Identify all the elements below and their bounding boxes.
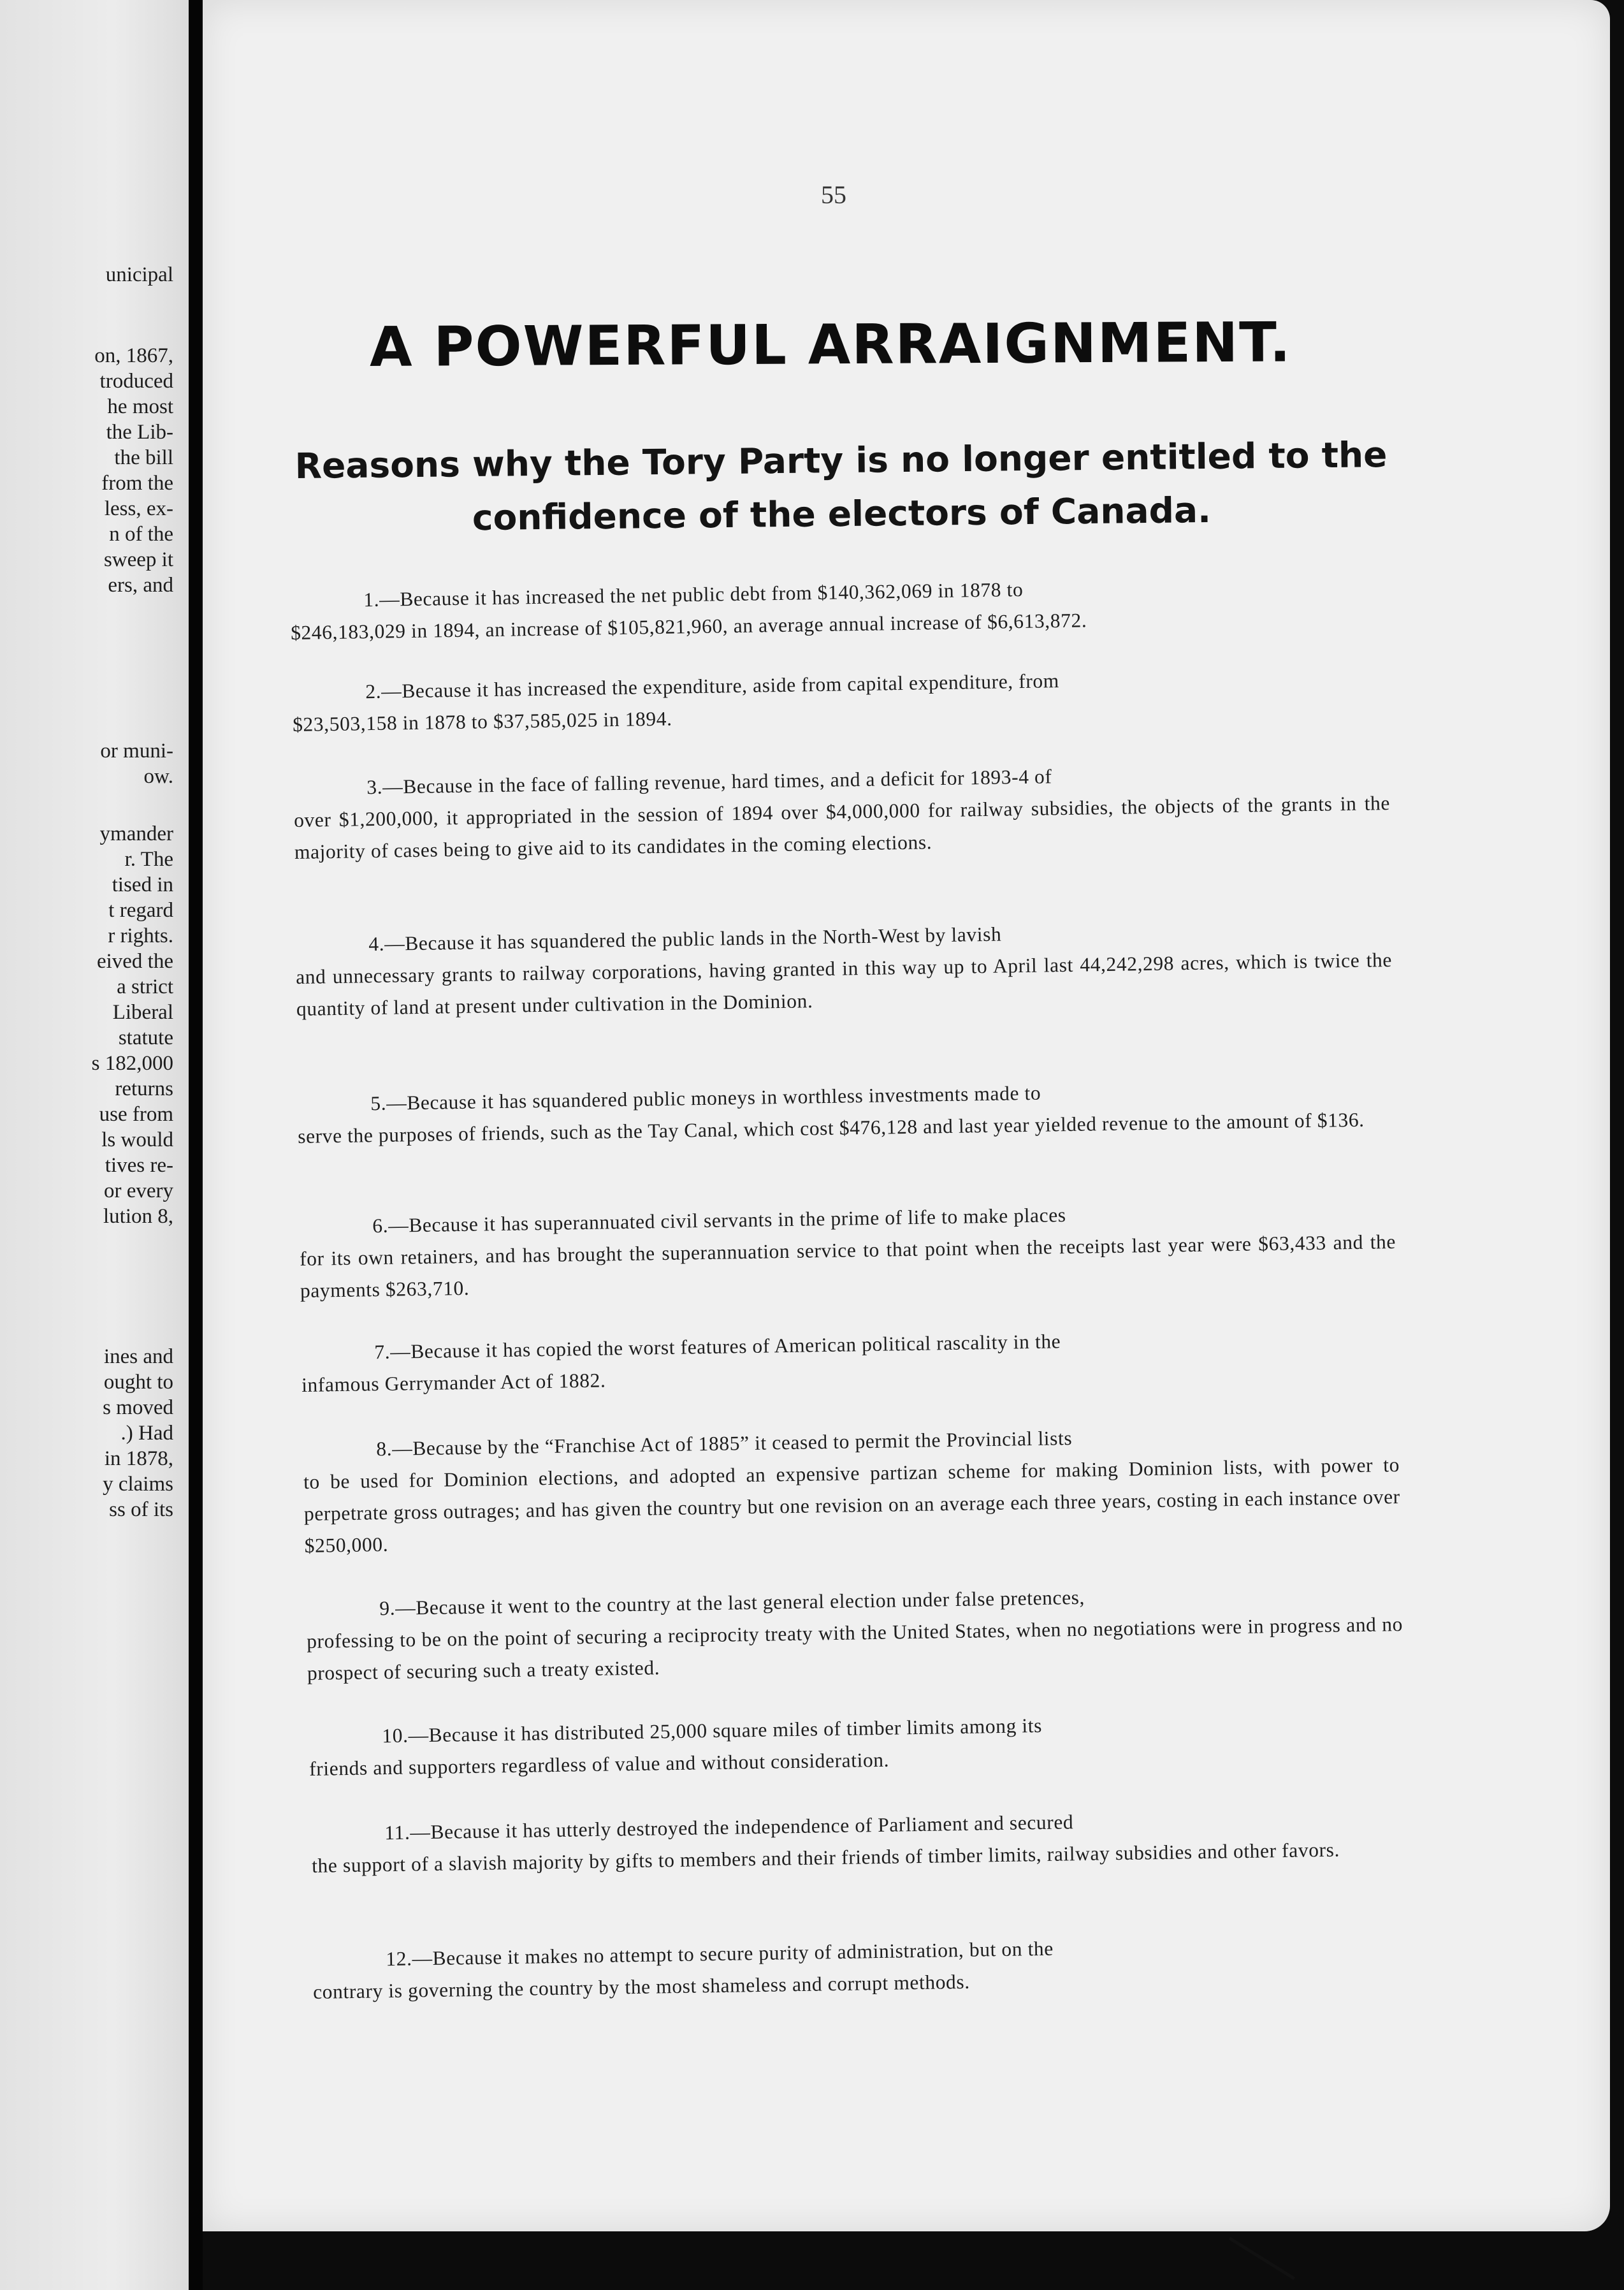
book-gutter bbox=[189, 0, 203, 2290]
reason-body: over $1,200,000, it appropriated in the session of 1894 over $4,000,000 for railway subsidies, the objects of the grants in the majority of cases being to give aid to its candidates in the coming elections. bbox=[293, 791, 1391, 863]
scan-artifact bbox=[1229, 2237, 1295, 2280]
facing-page-line: or every bbox=[103, 1179, 173, 1202]
facing-page-line: the Lib- bbox=[106, 421, 173, 444]
reason-body: professing to be on the point of securing a reciprocity treaty with the United States, when no negotiations were in progress and no prospect of securing such a treaty existed. bbox=[306, 1612, 1403, 1684]
facing-page-line: returns bbox=[115, 1077, 173, 1100]
facing-page-line: he most bbox=[107, 395, 173, 418]
reason-body: the support of a slavish majority by gifts to members and their friends of timber limits, railway subsidies and other favors. bbox=[311, 1838, 1340, 1877]
facing-page-line: lution 8, bbox=[103, 1205, 173, 1228]
reason-body: for its own retainers, and has brought the superannuation service to that point when the receipts last year were $63,433 and the payments $263,710. bbox=[299, 1230, 1396, 1302]
facing-page bbox=[0, 0, 189, 2290]
facing-page-line: ow. bbox=[143, 765, 173, 788]
page-number: 55 bbox=[821, 180, 846, 209]
facing-page-line: troduced bbox=[99, 370, 173, 393]
facing-page-line: s moved bbox=[103, 1396, 173, 1419]
facing-page-line: tised in bbox=[112, 873, 173, 896]
facing-page-line: sweep it bbox=[103, 548, 173, 571]
subtitle bbox=[273, 428, 1409, 547]
reason-lead: 1.—Because it has increased the net public debt from $140,362,069 in 1878 to bbox=[363, 578, 1024, 611]
reason-lead: 8.—Because by the “Franchise Act of 1885” it ceased to permit the Provincial lists bbox=[376, 1427, 1073, 1461]
reason-lead: 11.—Because it has utterly destroyed the independence of Parliament and secured bbox=[384, 1811, 1074, 1844]
facing-page-line: the bill bbox=[114, 446, 173, 469]
reason-body: and unnecessary grants to railway corporations, having granted in this way up to April last 44,242,298 acres, which is twice the quantity of land at present under cultivation in the Dominion. bbox=[295, 948, 1393, 1020]
facing-page-line: less, ex- bbox=[104, 497, 173, 520]
reason-item bbox=[293, 755, 1391, 868]
facing-page-line: ers, and bbox=[108, 574, 173, 597]
facing-page-line: r rights. bbox=[108, 924, 173, 947]
facing-page-line: s 182,000 bbox=[91, 1052, 173, 1075]
subtitle-line-2: confidence of the electors of Canada. bbox=[472, 489, 1212, 539]
facing-page-line: on, 1867, bbox=[94, 344, 173, 367]
facing-page-line: ines and bbox=[103, 1345, 173, 1368]
reason-item bbox=[295, 912, 1393, 1025]
facing-page-line: statute bbox=[118, 1026, 173, 1049]
facing-page-line: unicipal bbox=[105, 263, 173, 286]
reason-body: $246,183,029 in 1894, an increase of $105,821,960, an average annual increase of $6,613,872. bbox=[290, 609, 1087, 644]
reason-lead: 4.—Because it has squandered the public lands in the North-West by lavish bbox=[368, 923, 1002, 956]
reason-item bbox=[303, 1417, 1401, 1562]
facing-page-line: y claims bbox=[103, 1473, 173, 1496]
reason-body: infamous Gerrymander Act of 1882. bbox=[301, 1369, 606, 1396]
reason-body: to be used for Dominion elections, and adopted an expensive partizan scheme for making Dominion lists, with power to perpetrate gross outrages; and has given the country but one revision on an average each three years, costing in each instance over $250,000. bbox=[303, 1453, 1401, 1557]
facing-page-line: eived the bbox=[96, 950, 173, 973]
reason-lead: 9.—Because it went to the country at the last general election under false pretences, bbox=[379, 1586, 1085, 1620]
facing-page-line: ymander bbox=[99, 822, 173, 845]
reason-lead: 5.—Because it has squandered public moneys in worthless investments made to bbox=[370, 1081, 1041, 1115]
reason-lead: 12.—Because it makes no attempt to secure purity of administration, but on the bbox=[386, 1937, 1054, 1971]
reason-lead: 2.—Because it has increased the expenditure, aside from capital expenditure, from bbox=[365, 669, 1060, 703]
reason-item bbox=[306, 1577, 1403, 1689]
reason-body: $23,503,158 in 1878 to $37,585,025 in 1894. bbox=[292, 707, 672, 736]
facing-page-line: or muni- bbox=[100, 740, 173, 762]
subtitle-line-1: Reasons why the Tory Party is no longer entitled to the bbox=[294, 434, 1388, 486]
facing-page-line: ls would bbox=[101, 1128, 173, 1151]
facing-page-line: in 1878, bbox=[104, 1447, 173, 1470]
facing-page-line: from the bbox=[101, 472, 173, 495]
facing-page-line: r. The bbox=[124, 848, 173, 871]
facing-page-line: n of the bbox=[109, 523, 173, 546]
reason-body: friends and supporters regardless of value and without consideration. bbox=[308, 1748, 890, 1780]
reason-lead: 10.—Because it has distributed 25,000 square miles of timber limits among its bbox=[382, 1714, 1043, 1747]
facing-page-line: t regard bbox=[108, 899, 173, 922]
reason-body: contrary is governing the country by the most shameless and corrupt methods. bbox=[312, 1970, 970, 2003]
facing-page-line: Liberal bbox=[112, 1001, 173, 1024]
facing-page-line: tives re- bbox=[105, 1154, 173, 1177]
facing-page-line: .) Had bbox=[120, 1422, 173, 1445]
facing-page-line: a strict bbox=[117, 975, 173, 998]
facing-page-line: use from bbox=[99, 1103, 173, 1126]
reason-lead: 6.—Because it has superannuated civil servants in the prime of life to make places bbox=[372, 1204, 1066, 1237]
reason-lead: 3.—Because in the face of falling revenue, hard times, and a deficit for 1893-4 of bbox=[366, 765, 1052, 799]
reason-item bbox=[299, 1194, 1396, 1307]
reason-body: serve the purposes of friends, such as the Tay Canal, which cost $476,128 and last year yielded revenue to the amount of $136. bbox=[297, 1108, 1365, 1148]
facing-page-line: ss of its bbox=[109, 1498, 173, 1521]
page-title: A POWERFUL ARRAIGNMENT. bbox=[369, 310, 1292, 379]
facing-page-line: ought to bbox=[103, 1371, 173, 1394]
reason-lead: 7.—Because it has copied the worst features of American political rascality in the bbox=[374, 1330, 1061, 1364]
